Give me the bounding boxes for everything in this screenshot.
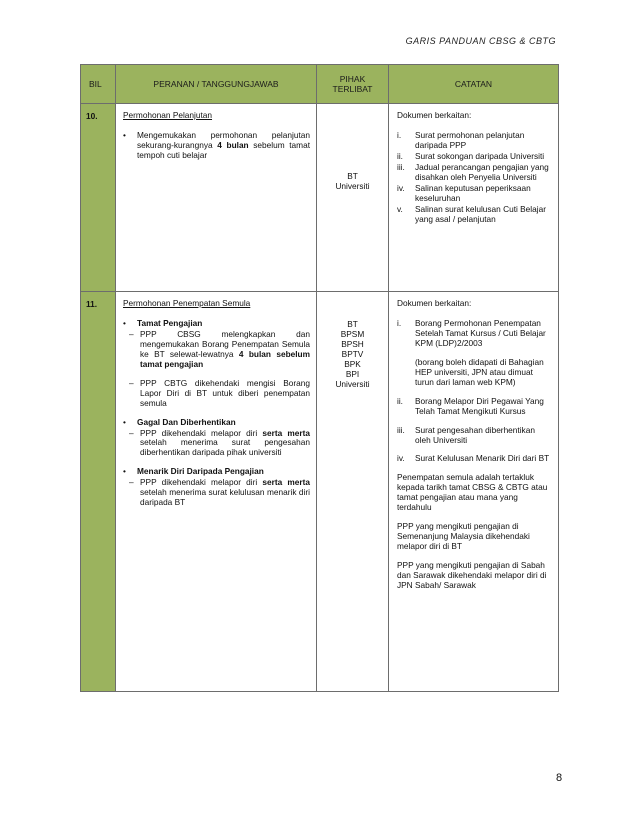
column-header-pihak: PIHAK TERLIBAT [317,65,389,104]
party-label: Universiti [335,180,370,191]
table-header-row [81,65,559,104]
dash-icon: – [129,477,134,488]
parties-cell [317,104,389,292]
party-label: BPK [344,358,361,369]
role-cell [116,292,317,692]
document-item: iv. Surat Kelulusan Menarik Diri dari BT [397,453,550,464]
row-title: Permohonan Pelanjutan [123,110,213,120]
section-heading: Gagal Dan Diberhentikan [137,416,236,427]
document-item: i. Borang Permohonan Penempatan Setelah Tamat Kursus / Cuti Belajar KPM (LDP)2/2003 (borang boleh didapati di Bahagian HEP universiti, JPN atau dimuat turun dari laman web KPM) [397,319,552,388]
table-row [81,104,559,292]
dash-icon: – [129,328,134,339]
document-item: i. Surat permohonan pelanjutan daripada PPP [397,129,525,150]
party-label: Universiti [335,378,370,389]
parties-cell [317,292,389,692]
notes-cell [389,104,559,292]
party-label: BPTV [341,348,364,359]
document-note: (borang boleh didapati di Bahagian HEP universiti, JPN atau dimuat turun dari laman web KPM) [415,356,544,387]
bullet-icon: • [123,129,126,140]
running-header: GARIS PANDUAN CBSG & CBTG [405,36,556,46]
section-heading: Tamat Pengajian [137,317,203,328]
bullet-item [123,418,310,428]
bullet-item [123,319,310,329]
role-cell [116,104,317,292]
document-item: v. Salinan surat kelulusan Cuti Belajar yang asal / pelanjutan [397,203,546,224]
notes-intro: Dokumen berkaitan: [397,298,472,308]
row-number: 11. [81,292,116,692]
document-item: iv. Salinan keputusan peperiksaan keseluruhan [397,182,531,203]
notes-intro: Dokumen berkaitan: [397,110,472,120]
dash-icon: – [129,427,134,438]
column-header-catatan: CATATAN [389,65,559,104]
page-number: 8 [556,772,563,784]
table-row [81,292,559,692]
notes-paragraph: PPP yang mengikuti pengajian di Sabah dan Sarawak dikehendaki melapor diri di JPN Sabah/ Sarawak [397,560,547,591]
party-label: BT [347,171,358,181]
notes-cell [389,292,559,692]
column-header-peranan: PERANAN / TANGGUNGJAWAB [116,65,317,104]
party-label: BT [347,319,358,329]
row-title: Permohonan Penempatan Semula [123,298,251,308]
bullet-item: • Mengemukakan permohonan pelanjutan sekurang-kurangnya 4 bulan sebelum tamat tempoh cuti belajar [123,129,310,160]
bullet-icon: • [123,416,126,427]
notes-paragraph: Penempatan semula adalah tertakluk kepada tarikh tamat CBSG & CBTG atau tamat pengajian atau mana yang terdahulu [397,472,548,513]
party-label: BPSH [341,338,364,349]
bullet-icon: • [123,466,126,477]
sub-item: – PPP CBSG melengkapkan dan mengemukakan Borang Penempatan Semula ke BT selewat-lewatnya 4 bulan sebelum tamat pengajian [129,328,310,369]
party-label: BPI [345,368,360,379]
notes-paragraph: PPP yang mengikuti pengajian di Semenanjung Malaysia dikehendaki melapor diri di BT [397,521,530,552]
sub-item: – PPP dikehendaki melapor diri serta merta setelah menerima surat kelulusan menarik diri daripada BT [129,477,310,508]
party-label: BPSM [340,328,365,339]
responsibilities-table [80,64,559,692]
row-number: 10. [81,104,116,292]
sub-item: – PPP CBTG dikehendaki mengisi Borang Lapor Diri di BT untuk diberi penempatan semula [129,377,310,408]
section-heading: Menarik Diri Daripada Pengajian [137,466,264,477]
bullet-icon: • [123,317,126,328]
document-item: iii. Surat pengesahan diberhentikan oleh Universiti [397,424,535,445]
bullet-item [123,467,310,477]
sub-item: – PPP dikehendaki melapor diri serta merta setelah menerima surat pengesahan diberhentikan daripada pihak universiti [129,427,310,458]
dash-icon: – [129,377,134,388]
document-item: ii. Borang Melapor Diri Pegawai Yang Telah Tamat Mengikuti Kursus [397,395,544,416]
document-item: ii. Surat sokongan daripada Universiti [397,150,545,161]
document-item: iii. Jadual perancangan pengajian yang disahkan oleh Penyelia Universiti [397,161,549,182]
column-header-bil: BIL [81,65,116,104]
